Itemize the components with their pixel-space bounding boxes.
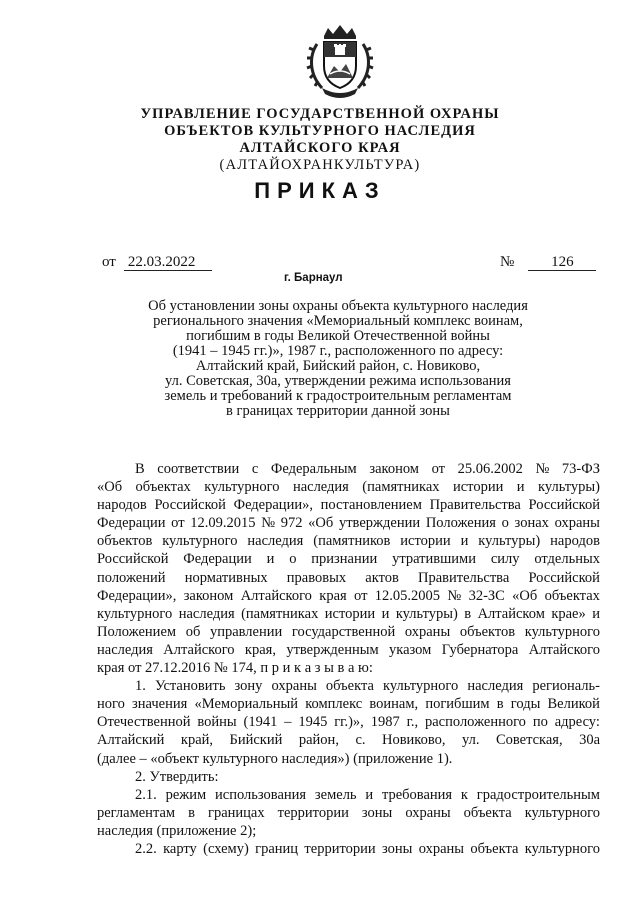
body-word: истории — [324, 605, 376, 622]
body-word: Федерации — [97, 515, 166, 532]
body-word: культурного — [97, 605, 173, 622]
body-word: соответствии — [157, 461, 240, 477]
body-line — [97, 478, 600, 496]
body-word: годы — [510, 696, 541, 713]
body-word: охраны — [554, 515, 600, 532]
body-line — [97, 713, 600, 731]
body-word: культуры) — [538, 479, 600, 496]
body-line: 2. Утвердить: — [135, 768, 219, 785]
body-word: 1. — [135, 678, 146, 695]
body-word: воинам, — [369, 696, 419, 713]
body-word: и — [592, 605, 600, 622]
body-word: от — [431, 461, 445, 477]
body-word: указом — [389, 641, 432, 658]
body-word: 2.1. — [135, 786, 157, 803]
body-word: расположенного — [425, 714, 526, 731]
body-word: Российской — [528, 569, 600, 586]
body-word: Положением — [97, 623, 177, 640]
body-word: границ — [255, 840, 299, 857]
body-word: от — [171, 515, 185, 532]
body-word: 12.09.2015 — [190, 515, 256, 532]
body-word: «Об — [308, 515, 334, 532]
body-word: в — [496, 696, 504, 713]
body-word: управлении — [209, 623, 283, 640]
body-word: народов — [550, 533, 600, 550]
body-word: Правительства — [429, 497, 521, 514]
body-line — [97, 804, 600, 822]
body-word: наследия — [467, 678, 524, 695]
body-word: В — [135, 461, 145, 477]
date-value: 22.03.2022 — [124, 254, 212, 271]
body-word: 73-ФЗ — [561, 461, 600, 477]
document-title: ПРИКАЗ — [254, 178, 386, 203]
body-word: адресу: — [554, 714, 600, 731]
body-word: утратившими — [392, 551, 476, 568]
body-word: культуры) — [478, 533, 541, 550]
body-word: 12.05.2005 — [374, 587, 441, 604]
body-word: Федерации», — [97, 587, 177, 604]
coat-of-arms-icon — [300, 22, 380, 102]
body-word: крае» — [551, 605, 586, 622]
order-subject — [128, 299, 548, 419]
body-word: Алтайский — [97, 732, 165, 749]
body-word: зонах — [514, 515, 549, 532]
body-line — [97, 532, 600, 550]
body-word: зоны — [361, 804, 393, 821]
number-label: № — [500, 254, 515, 270]
body-word: Российской — [97, 551, 169, 568]
body-word: Губернатора — [441, 641, 519, 658]
body-line — [97, 460, 600, 478]
number-value: 126 — [528, 254, 596, 271]
body-word: наследия — [247, 533, 304, 550]
body-word: комплекс — [305, 696, 363, 713]
body-word: значения — [132, 696, 188, 713]
body-word: истории — [400, 533, 451, 550]
body-word: № — [535, 461, 550, 477]
subject-line: Об установлении зоны охраны объекта культурного наследия — [148, 298, 528, 314]
body-line — [97, 695, 600, 713]
body-line — [97, 569, 600, 587]
body-word: территории — [304, 840, 376, 857]
body-word: народов — [97, 497, 147, 514]
body-word: гг.)», — [334, 714, 364, 731]
body-line — [97, 623, 600, 641]
body-word: градостроительным — [476, 786, 600, 803]
body-word: режим — [165, 786, 207, 803]
body-word: (памятниках — [241, 605, 319, 622]
body-word: охраны — [271, 678, 317, 695]
body-line — [97, 641, 600, 659]
body-word: Советская, — [495, 732, 563, 749]
body-word: границах — [208, 804, 265, 821]
body-line — [97, 677, 600, 695]
body-word: объектах — [135, 479, 191, 496]
body-word: 25.06.2002 — [457, 461, 523, 477]
body-word: Российской — [528, 497, 600, 514]
body-word: Российской — [154, 497, 226, 514]
body-word: 1945 — [298, 714, 328, 731]
body-word: объектов — [459, 623, 516, 640]
agency-abbreviation: (АЛТАЙОХРАНКУЛЬТУРА) — [219, 157, 421, 173]
body-word: (памятниках — [362, 479, 440, 496]
body-word: утверждении — [338, 515, 421, 532]
body-word: Новиково, — [381, 732, 446, 749]
body-line: наследия (приложение 2); — [97, 822, 257, 839]
body-word: о — [289, 551, 297, 568]
body-word: государственной — [291, 623, 396, 640]
body-word: Федерации — [183, 551, 252, 568]
body-word: Правительства — [418, 569, 510, 586]
body-word: нормативных — [184, 569, 268, 586]
body-word: от — [354, 587, 368, 604]
body-line: (далее – «объект культурного наследия») (приложение 1). — [97, 750, 453, 767]
body-word: № — [261, 515, 276, 532]
body-word: наследия — [178, 605, 235, 622]
city: г. Барнаул — [284, 272, 343, 284]
body-word: с. — [355, 732, 366, 749]
body-word: использования — [215, 786, 307, 803]
body-word: Бийский — [229, 732, 283, 749]
body-word: г., — [406, 714, 419, 731]
agency-name-line-2: ОБЪЕКТОВ КУЛЬТУРНОГО НАСЛЕДИЯ — [164, 123, 476, 139]
body-line — [97, 605, 600, 623]
body-word: (1941 — [243, 714, 278, 731]
body-word: культурного — [524, 804, 600, 821]
body-word: края — [319, 587, 347, 604]
body-word: и — [460, 533, 469, 550]
body-word: земель — [314, 786, 357, 803]
body-word: положений — [97, 569, 166, 586]
body-word: культурного — [204, 479, 280, 496]
body-word: регламентам — [97, 804, 176, 821]
body-word: культурного — [162, 533, 238, 550]
body-word: Алтайского — [240, 587, 312, 604]
body-word: по — [532, 714, 548, 731]
body-word: законом — [183, 587, 234, 604]
body-word: 1987 — [370, 714, 400, 731]
body-word: территории — [277, 804, 349, 821]
body-word: Великой — [547, 696, 600, 713]
body-word: «Мемориальный — [194, 696, 298, 713]
date-label: от — [102, 254, 116, 270]
body-word: и — [381, 605, 390, 622]
body-word: войны — [197, 714, 237, 731]
subject-line: регионального значения «Мемориальный комплекс воинам, — [153, 313, 523, 329]
body-word: законом — [369, 461, 419, 477]
order-date — [102, 254, 212, 271]
body-word: Алтайского — [163, 641, 235, 658]
body-word: актов — [365, 569, 399, 586]
body-word: (памятников — [313, 533, 391, 550]
body-word: наследия — [292, 479, 349, 496]
body-word: Алтайском — [477, 605, 545, 622]
body-word: правовых — [286, 569, 347, 586]
body-word: силу — [490, 551, 520, 568]
body-word: наследия — [97, 641, 153, 658]
body-word: ного — [97, 696, 125, 713]
body-word: объекта — [463, 804, 512, 821]
body-word: объекта — [325, 678, 374, 695]
body-word: с — [251, 461, 259, 477]
body-word: требования — [381, 786, 453, 803]
body-word: к — [460, 786, 468, 803]
body-word: утвержденным — [286, 641, 379, 658]
body-line — [97, 514, 600, 532]
body-word: 30а — [579, 732, 600, 749]
body-word: культурного — [524, 840, 600, 857]
body-word: постановлением — [320, 497, 422, 514]
body-word: и — [266, 551, 275, 568]
body-word: культурного — [383, 678, 459, 695]
subject-line: погибшим в годы Великой Отечественной войны — [186, 328, 490, 344]
body-word: культурного — [524, 623, 600, 640]
body-line — [97, 731, 600, 749]
body-word: (схему) — [203, 840, 249, 857]
body-word: 972 — [280, 515, 303, 532]
body-word: в — [464, 605, 472, 622]
body-word: район, — [298, 732, 339, 749]
body-word: объекта — [470, 840, 519, 857]
body-line — [97, 550, 600, 568]
body-word: № — [447, 587, 462, 604]
body-word: – — [284, 714, 292, 731]
body-word: края, — [244, 641, 276, 658]
body-word: объектах — [544, 587, 600, 604]
body-word: отдельных — [534, 551, 600, 568]
body-word: об — [185, 623, 201, 640]
body-word: зоны — [381, 840, 413, 857]
body-word: Положения — [425, 515, 496, 532]
body-word: зону — [234, 678, 263, 695]
order-number — [500, 254, 596, 271]
body-line — [97, 496, 600, 514]
agency-header — [0, 106, 640, 174]
body-word: Установить — [154, 678, 226, 695]
body-line: края от 27.12.2016 № 174, п р и к а з ы в а ю: — [97, 660, 373, 677]
body-word: культуры) — [395, 605, 458, 622]
agency-name-line-1: УПРАВЛЕНИЕ ГОСУДАРСТВЕННОЙ ОХРАНЫ — [140, 106, 500, 122]
subject-line: ул. Советская, 30а, утверждении режима использования — [165, 373, 511, 389]
body-word: 2.2. — [135, 840, 157, 857]
body-line — [97, 587, 600, 605]
subject-line: земель и требований к градостроительным регламентам — [164, 388, 512, 404]
body-word: объектов — [97, 533, 153, 550]
body-word: погибшим — [425, 696, 490, 713]
body-word: Алтайского — [528, 641, 600, 658]
body-word: Федеральным — [270, 461, 357, 477]
agency-name-line-3: АЛТАЙСКОГО КРАЯ — [239, 140, 401, 156]
body-word: «Об — [97, 479, 123, 496]
body-word: и — [365, 786, 374, 803]
order-body — [97, 460, 600, 858]
body-word: карту — [163, 840, 197, 857]
body-word: о — [501, 515, 509, 532]
body-word: охраны — [405, 804, 451, 821]
body-line — [97, 786, 600, 804]
body-word: истории — [452, 479, 504, 496]
subject-line: Алтайский край, Бийский район, с. Новиково, — [195, 358, 481, 374]
body-word: 32-ЗС — [468, 587, 505, 604]
body-word: охраны — [404, 623, 451, 640]
body-line — [97, 840, 600, 858]
body-word: Отечественной — [97, 714, 191, 731]
body-word: край, — [180, 732, 214, 749]
body-word: признании — [311, 551, 378, 568]
body-word: охраны — [418, 840, 465, 857]
body-word: в — [188, 804, 195, 821]
body-word: «Об — [512, 587, 538, 604]
body-word: и — [516, 479, 525, 496]
subject-line: (1941 – 1945 гг.)», 1987 г., расположенного по адресу: — [172, 343, 504, 359]
body-word: ул. — [461, 732, 480, 749]
body-word: региональ- — [532, 678, 600, 695]
subject-line: в границах территории данной зоны — [226, 403, 450, 419]
body-word: Федерации», — [233, 497, 313, 514]
